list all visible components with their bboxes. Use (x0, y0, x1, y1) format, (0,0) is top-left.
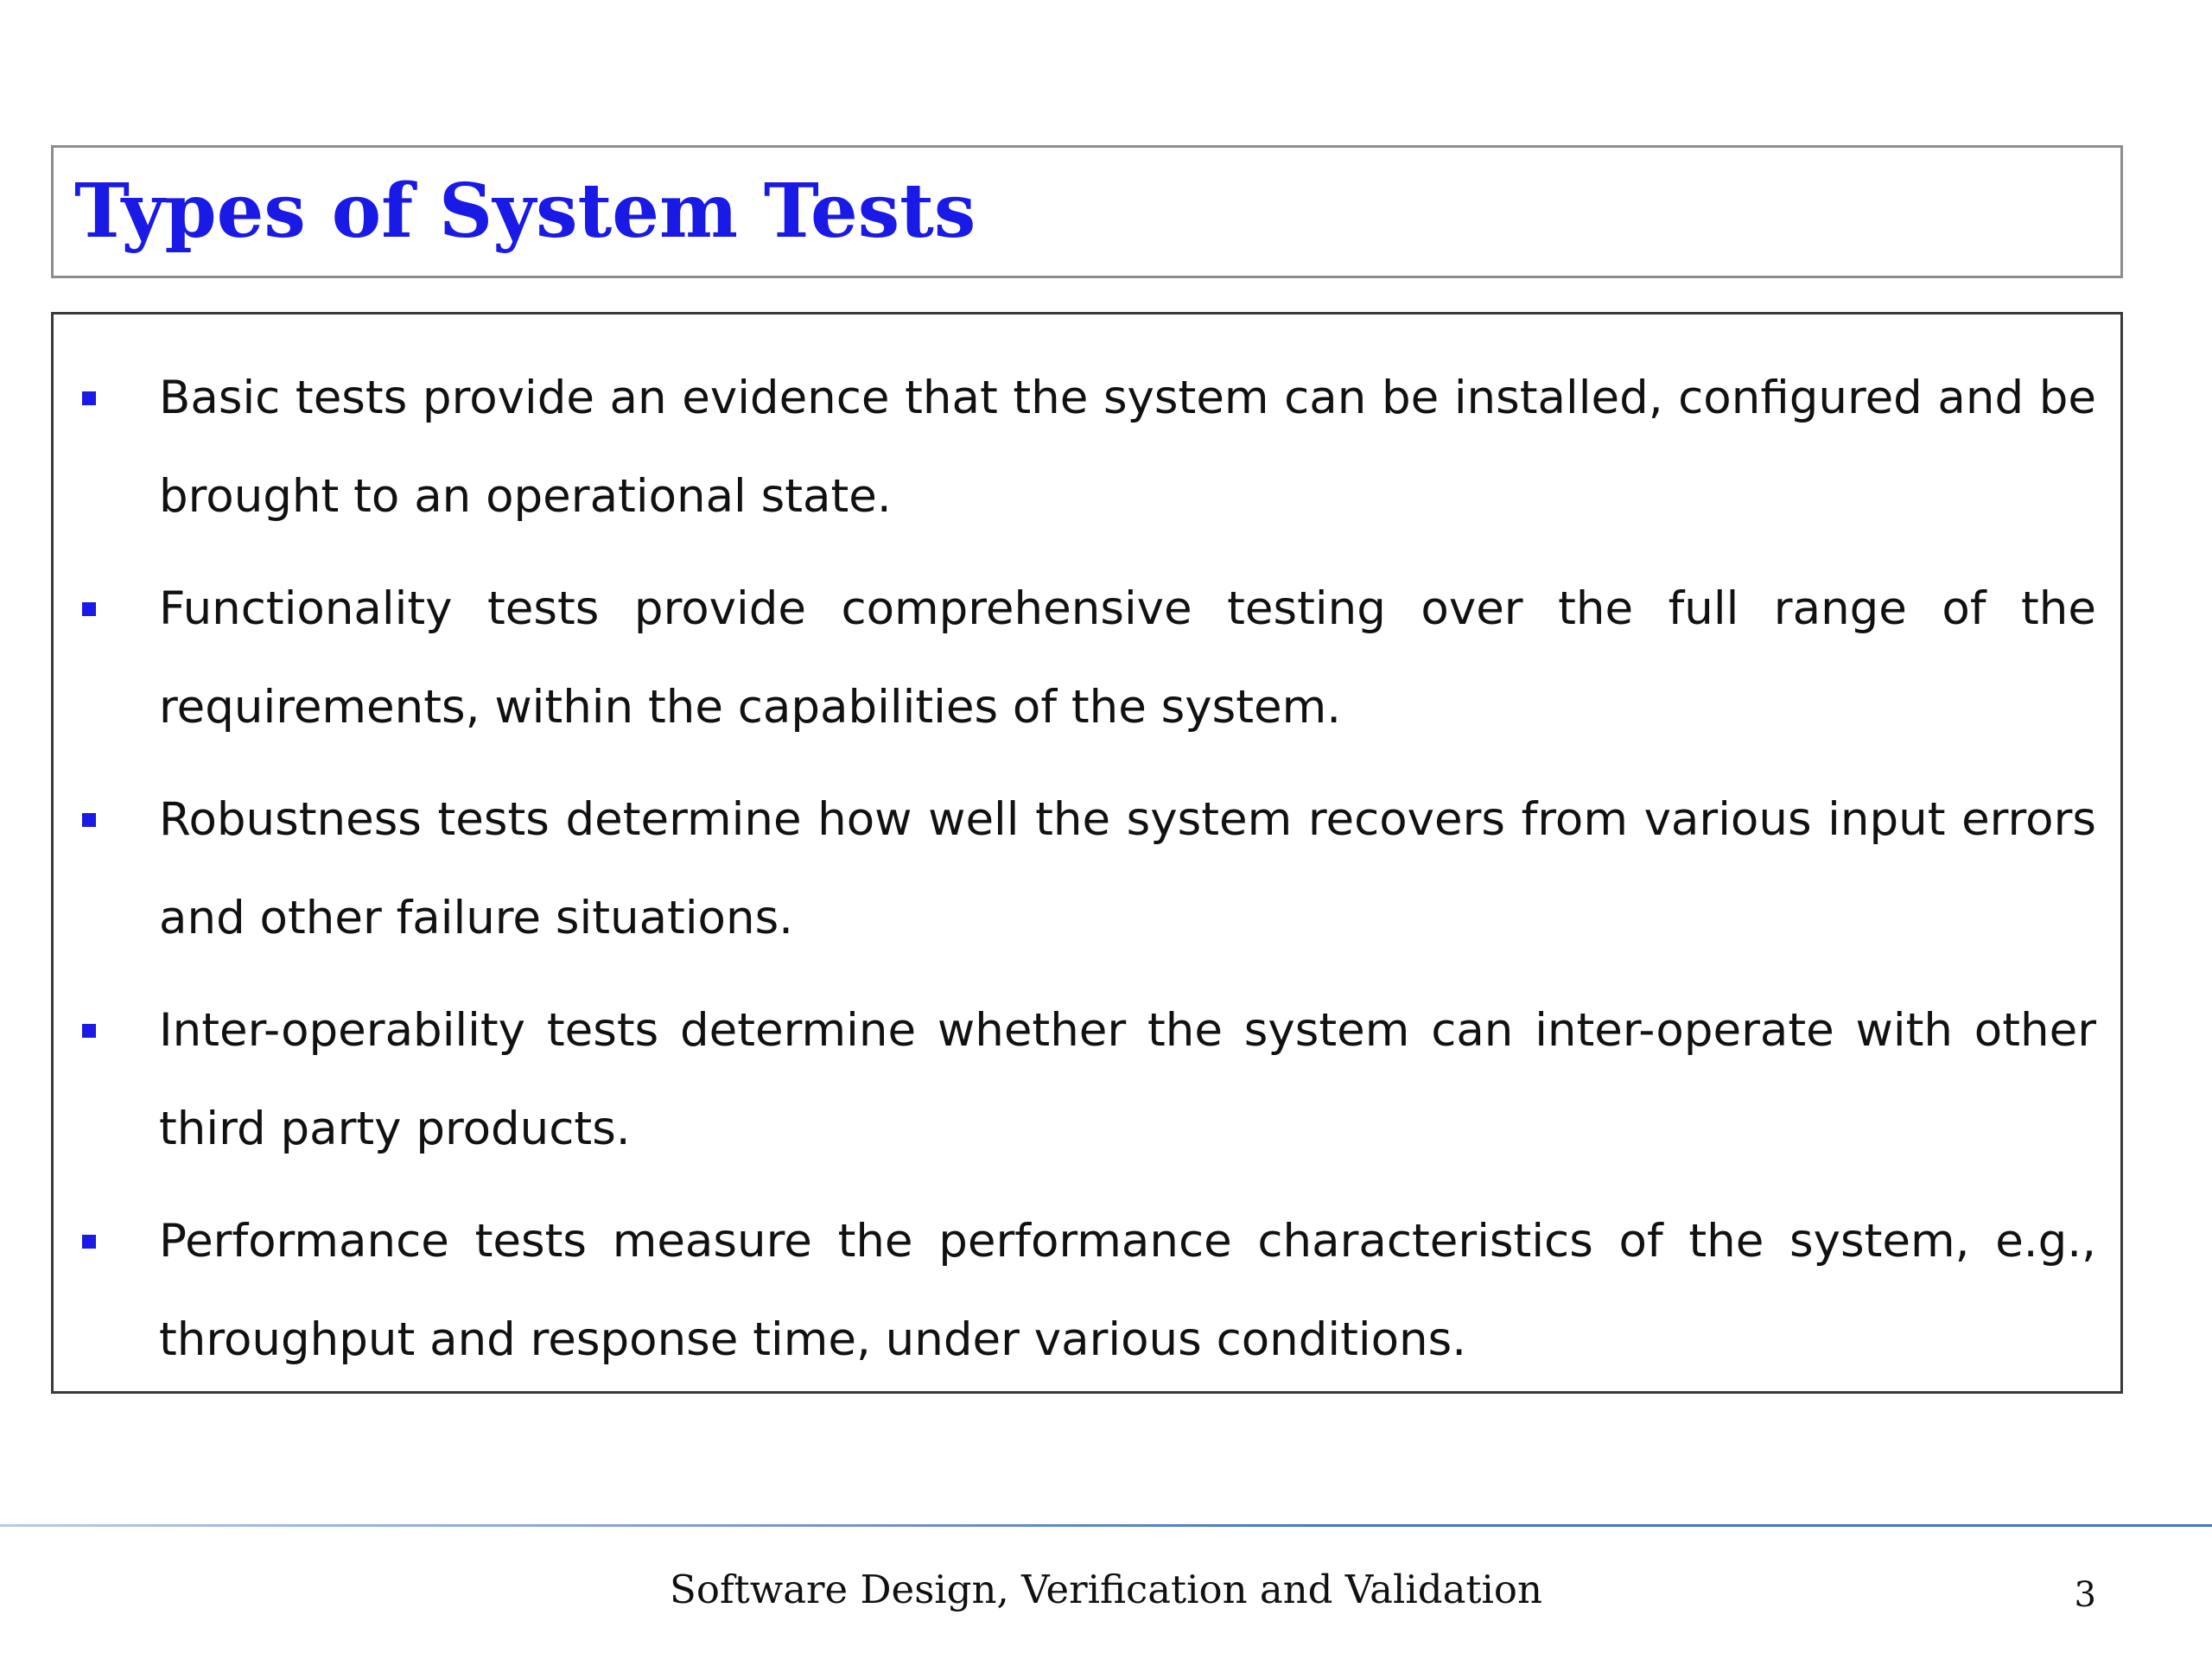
bullet-text: Functionality tests provide comprehensive testing over the full range of the requirements, within the capabilities of the system. (159, 582, 2096, 734)
content-box (51, 312, 2123, 1394)
bullet-item-functionality-tests (54, 560, 2120, 757)
bullet-item-performance-tests (54, 1192, 2120, 1389)
square-bullet-icon (82, 1235, 96, 1249)
bullet-list (54, 349, 2120, 1403)
slide-title: Types of System Tests (74, 168, 976, 255)
title-box (51, 145, 2123, 278)
bullet-text: Inter-operability tests determine whether the system can inter-operate with other third party products. (159, 1004, 2096, 1155)
bullet-text: Robustness tests determine how well the system recovers from various input errors and other failure situations. (159, 793, 2096, 944)
bullet-item-robustness-tests (54, 771, 2120, 968)
square-bullet-icon (82, 391, 96, 405)
bullet-text: Basic tests provide an evidence that the system can be installed, configured and be brought to an operational state. (159, 372, 2096, 523)
square-bullet-icon (82, 813, 96, 827)
bullet-item-interoperability-tests (54, 982, 2120, 1179)
square-bullet-icon (82, 1024, 96, 1038)
square-bullet-icon (82, 602, 96, 616)
bullet-item-basic-tests (54, 349, 2120, 546)
footer-course-title: Software Design, Verification and Validation (670, 1567, 1542, 1612)
page-number: 3 (2074, 1575, 2096, 1615)
footer-divider (0, 1524, 2212, 1527)
bullet-text: Performance tests measure the performance characteristics of the system, e.g., throughput and response time, under various conditions. (159, 1215, 2096, 1366)
